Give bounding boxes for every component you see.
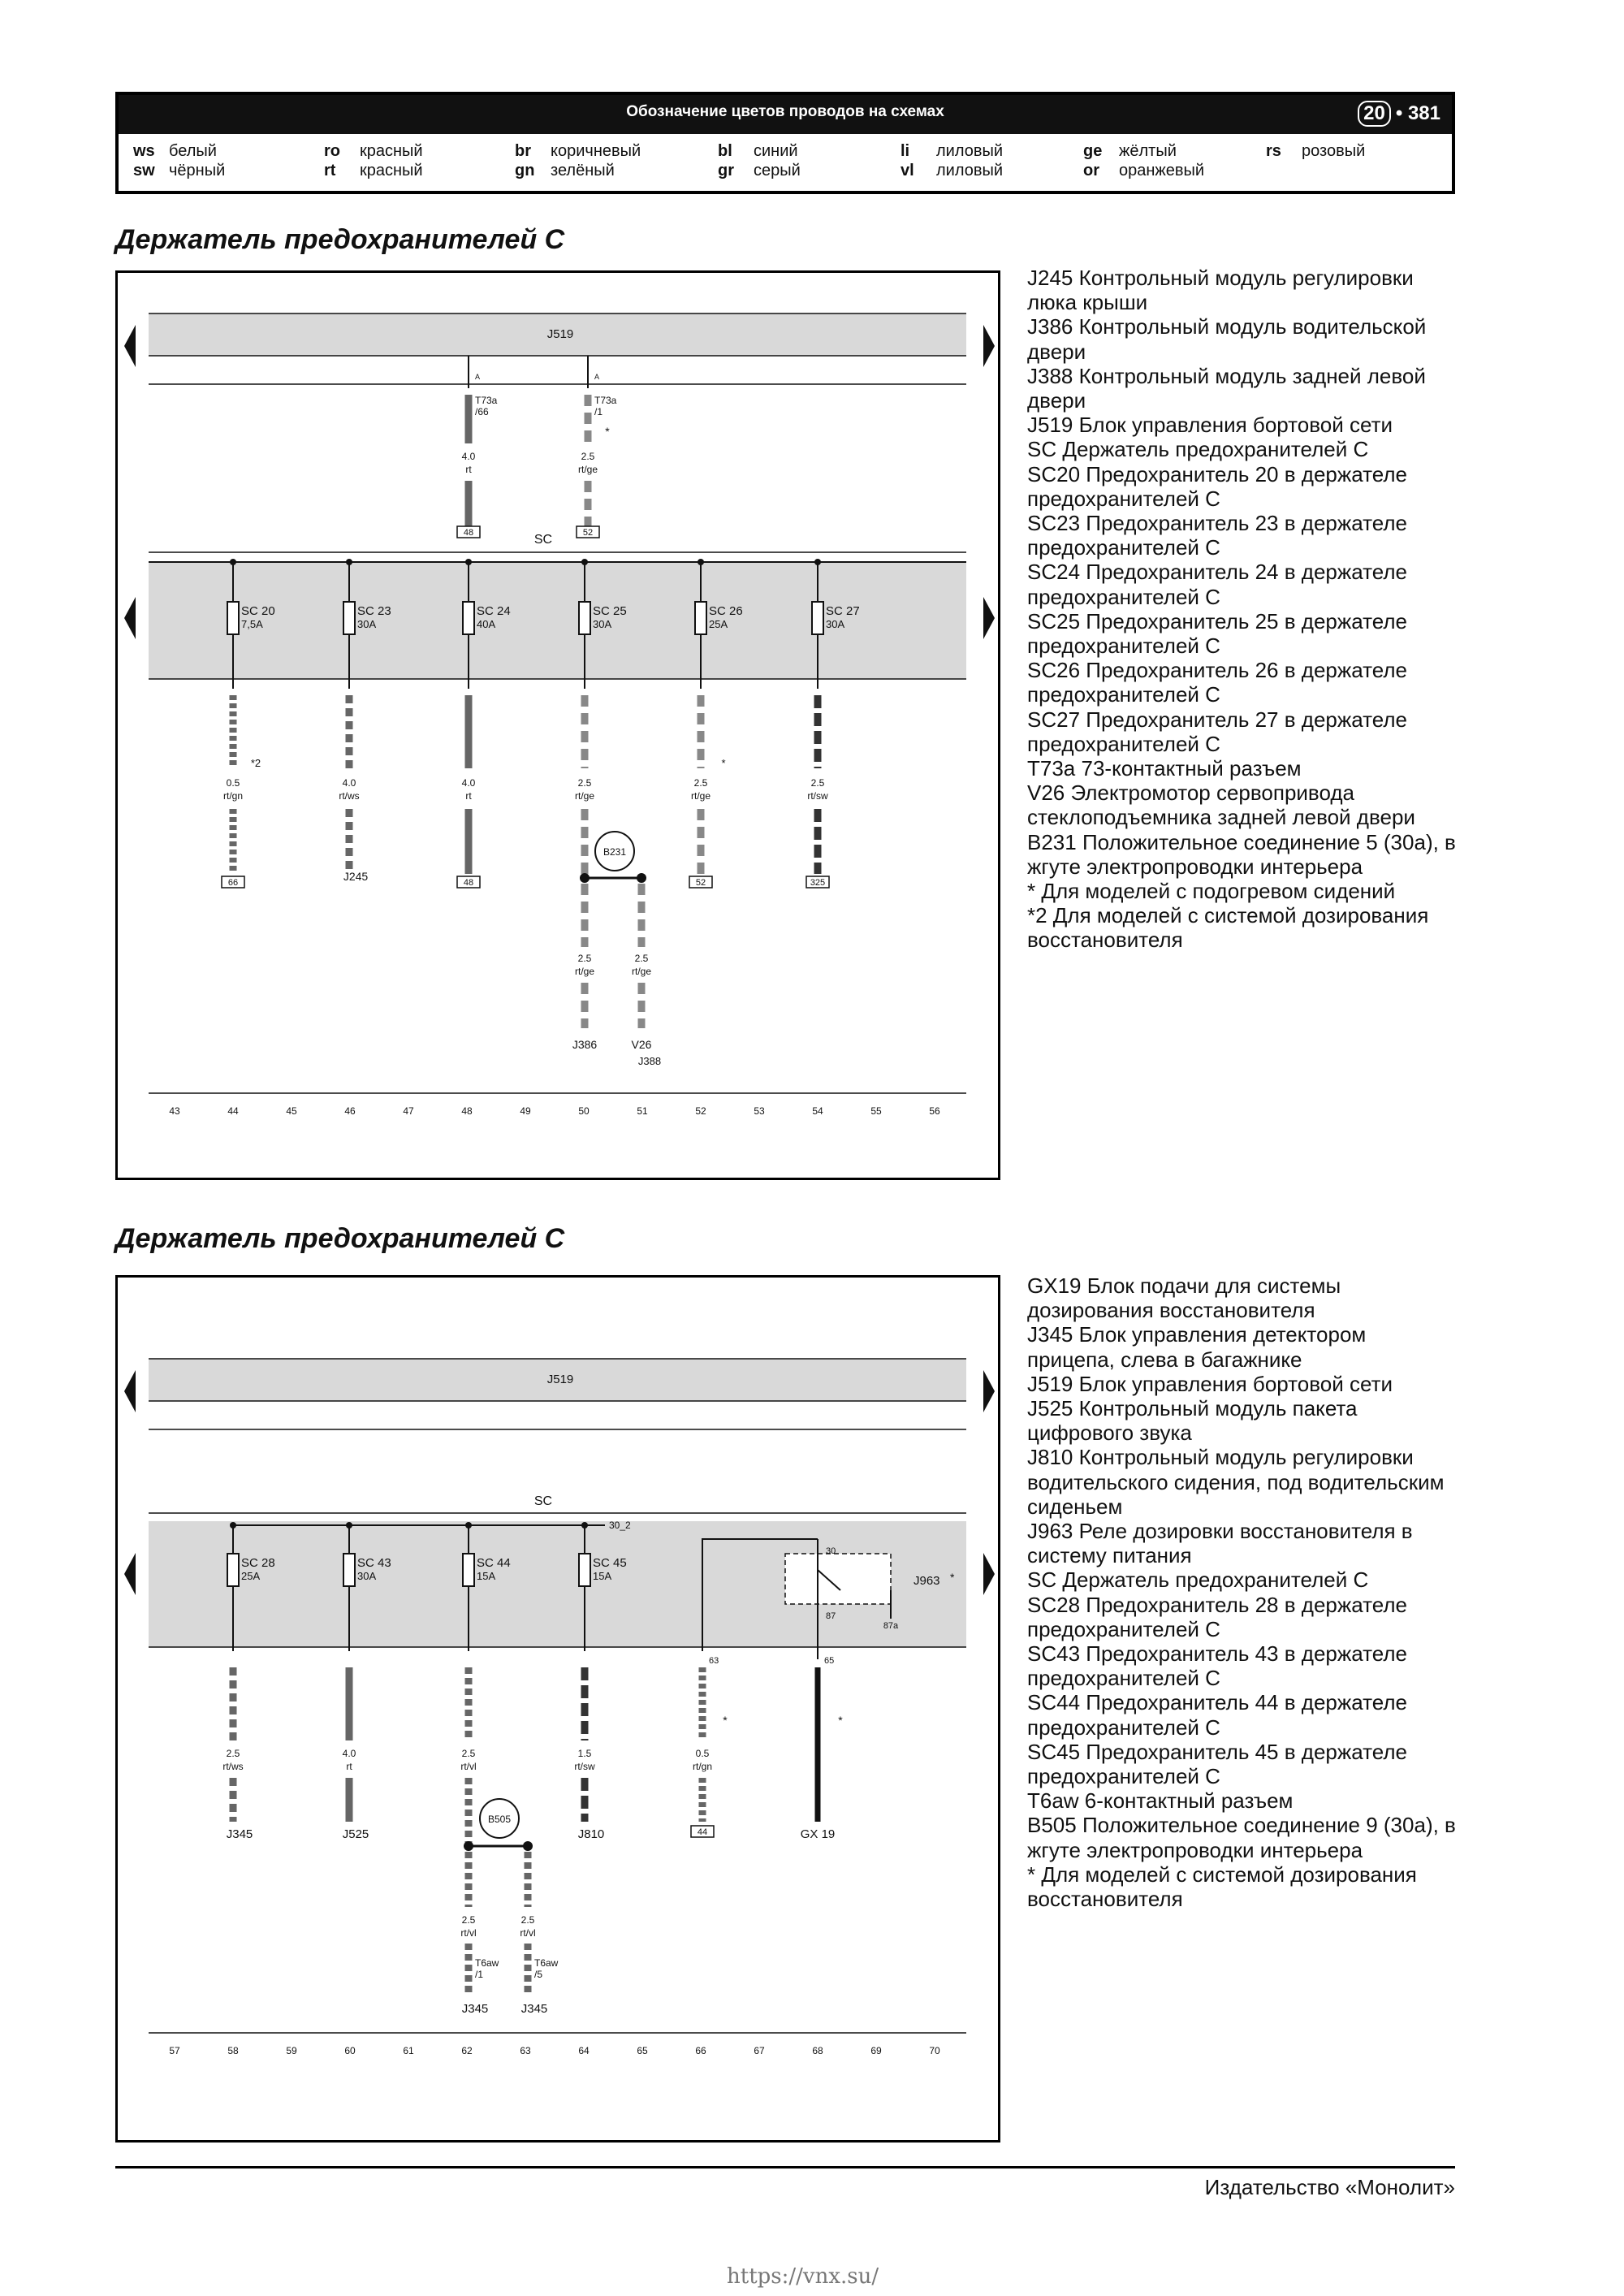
branch-connector-pin: /5 (534, 1969, 543, 1980)
fuse-sc27-body (812, 602, 823, 634)
legend-entry (515, 162, 615, 180)
wire-note: *2 (250, 757, 261, 769)
splice-b231-label: B231 (603, 846, 627, 858)
wire-color: rt/ge (690, 790, 711, 802)
component-end-label: J525 (342, 1827, 369, 1841)
branch-connector-label: T6aw (475, 1957, 499, 1969)
fuse-sc27-label: SC 27 (826, 604, 860, 618)
fuse-sc25-label: SC 25 (593, 604, 627, 618)
legend-entry (718, 142, 798, 161)
wire-color-legend (115, 92, 1455, 194)
component-end-label: J345 (461, 2002, 489, 2016)
bottom-wire-ref: 44 (697, 1827, 708, 1837)
component-end-label: GX 19 (800, 1827, 836, 1841)
legend-color-name: жёлтый (1119, 142, 1177, 160)
scale-tick-label: 60 (344, 2045, 356, 2056)
pin-label: A (594, 373, 600, 381)
component-end-label: J345 (226, 1827, 253, 1841)
scale-tick-label: 57 (169, 2045, 180, 2056)
diagram-1-canvas (118, 273, 1003, 1183)
wire-size: 4.0 (342, 777, 356, 789)
fuse-sc43-body (343, 1554, 355, 1586)
legend-color-code: bl (718, 142, 732, 160)
component-description: SC Держатель предохранителей C (1027, 437, 1369, 462)
wire-color: rt/gn (692, 1761, 713, 1772)
legend-color-code: ge (1083, 142, 1103, 160)
publisher-label: Издательство «Монолит» (1204, 2175, 1455, 2199)
component-description: J245 Контрольный модуль регулировки люка крыши (1027, 266, 1414, 315)
legend-color-code: vl (901, 162, 914, 179)
component-end-label: J345 (520, 2002, 548, 2016)
wire-color: rt/ws (339, 790, 360, 802)
wire-size: 2.5 (577, 777, 592, 789)
scale-tick-label: 59 (286, 2045, 297, 2056)
component-description: SC Держатель предохранителей C (1027, 1567, 1369, 1593)
component-description: SC20 Предохранитель 20 в держателе предохранителей C (1027, 461, 1407, 511)
component-description: T6aw 6-контактный разъем (1027, 1788, 1294, 1814)
scale-tick-label: 61 (403, 2045, 414, 2056)
fuse-sc43-label: SC 43 (357, 1556, 391, 1570)
component-description: J525 Контрольный модуль пакета цифрового звука (1027, 1396, 1358, 1446)
legend-title: Обозначение цветов проводов на схемах (626, 103, 944, 120)
component-description: * Для моделей с подогревом сидений (1027, 879, 1396, 904)
scale-tick-label: 69 (870, 2045, 882, 2056)
legend-color-code: gn (515, 162, 535, 179)
component-description: J386 Контрольный модуль водительской двери (1027, 314, 1427, 364)
left-continuation-arrow (124, 1370, 136, 1412)
scale-tick-label: 50 (578, 1105, 590, 1117)
legend-entry (133, 162, 225, 180)
left-continuation-arrow (124, 1553, 136, 1595)
relay-pin-87a: 87a (883, 1621, 899, 1631)
scale-tick-label: 48 (461, 1105, 473, 1117)
wire-size: 2.5 (634, 953, 649, 964)
legend-entry (1083, 142, 1177, 161)
wire-size: 2.5 (461, 1914, 476, 1926)
scale-tick-label: 65 (637, 2045, 648, 2056)
wire-size: 2.5 (577, 953, 592, 964)
component-description: GX19 Блок подачи для системы дозирования восстановителя (1027, 1273, 1341, 1323)
legend-color-name: красный (360, 162, 423, 179)
component-description: J963 Реле дозировки восстановителя в систему питания (1027, 1519, 1413, 1568)
sc-label: SC (533, 1494, 553, 1508)
legend-entry (133, 142, 217, 161)
wire-color: rt/ge (574, 966, 595, 977)
fuse-sc24-label: SC 24 (477, 604, 511, 618)
legend-color-name: оранжевый (1119, 162, 1205, 179)
fuse-sc28-body (227, 1554, 239, 1586)
fuse-sc45-body (579, 1554, 590, 1586)
pin-label: A (475, 373, 481, 381)
bottom-wire-ref: 66 (227, 878, 239, 888)
wire-note: * (838, 1714, 843, 1727)
fuse-sc20-rating: 7,5A (241, 618, 263, 630)
wire-note: * (721, 757, 726, 769)
component-description: SC26 Предохранитель 26 в держателе предохранителей C (1027, 658, 1407, 707)
fuse-sc25-body (579, 602, 590, 634)
component-description: T73a 73-контактный разъем (1027, 756, 1302, 781)
j519-label: J519 (546, 1373, 574, 1386)
chapter-number: 20 (1358, 101, 1391, 127)
component-description: J345 Блок управления детектором прицепа, слева в багажнике (1027, 1322, 1367, 1372)
scale-tick-label: 45 (286, 1105, 297, 1117)
fuse-sc45-label: SC 45 (593, 1556, 627, 1570)
component-description: B231 Положительное соединение 5 (30a), в жгуте электропроводки интерьера (1027, 829, 1456, 879)
scale-tick-label: 56 (929, 1105, 940, 1117)
legend-entry (324, 162, 423, 180)
wire-note: * (723, 1714, 728, 1727)
fuse-sc20-body (227, 602, 239, 634)
section-2-descriptions (1027, 1273, 1458, 1911)
right-continuation-arrow (983, 597, 995, 639)
wire-size: 1.5 (577, 1748, 592, 1759)
legend-entry (1266, 142, 1365, 161)
component-description: * Для моделей с системой дозирования восстановителя (1027, 1861, 1417, 1912)
component-description: J519 Блок управления бортовой сети (1027, 413, 1393, 438)
legend-color-name: зелёный (551, 162, 615, 179)
scale-tick-label: 54 (812, 1105, 823, 1117)
legend-color-code: ws (133, 142, 155, 160)
sc-label: SC (533, 533, 553, 547)
legend-color-name: красный (360, 142, 423, 160)
relay-note: * (950, 1571, 955, 1584)
fuse-sc24-body (463, 602, 474, 634)
wire-color: rt/vl (460, 1761, 477, 1772)
component-description: SC45 Предохранитель 45 в держателе предохранителей C (1027, 1739, 1407, 1789)
splice-node (523, 1841, 533, 1851)
legend-color-code: rt (324, 162, 336, 179)
legend-color-code: or (1083, 162, 1099, 179)
legend-entry (901, 162, 1003, 180)
fuse-sc25-rating: 30A (593, 618, 612, 630)
component-end-label: V26 (631, 1038, 652, 1051)
scale-tick-label: 51 (637, 1105, 648, 1117)
wire-size: 0.5 (226, 777, 240, 789)
bus-30-2-label: 30_2 (609, 1520, 631, 1531)
wire-size: 4.0 (461, 777, 476, 789)
relay-j963-label: J963 (914, 1574, 940, 1588)
component-description: SC27 Предохранитель 27 в держателе предохранителей C (1027, 707, 1407, 756)
component-description: J810 Контрольный модуль регулировки водительского сидения, под водительским сиденьем (1027, 1445, 1445, 1519)
legend-color-name: чёрный (169, 162, 226, 179)
source-url[interactable]: https://vnx.su/ (727, 2264, 879, 2289)
top-wire-ref: 48 (463, 528, 474, 538)
fuse-sc43-rating: 30A (357, 1570, 377, 1582)
bottom-wire-ref: 48 (463, 878, 474, 888)
scale-tick-label: 62 (461, 2045, 473, 2056)
wire-size: 2.5 (581, 451, 595, 462)
page-number: 381 (1407, 102, 1440, 124)
fuse-sc28-label: SC 28 (241, 1556, 275, 1570)
component-description: SC43 Предохранитель 43 в держателе предохранителей C (1027, 1641, 1407, 1691)
wire-color: rt/gn (222, 790, 244, 802)
branch-connector-pin: /1 (475, 1969, 484, 1980)
wire-size: 2.5 (520, 1914, 535, 1926)
wire-color: rt/ge (577, 464, 598, 475)
fuse-sc23-label: SC 23 (357, 604, 391, 618)
scale-tick-label: 47 (403, 1105, 414, 1117)
top-connector-pin: /1 (594, 406, 603, 417)
scale-tick-label: 70 (929, 2045, 940, 2056)
component-description: SC28 Предохранитель 28 в держателе предохранителей C (1027, 1592, 1407, 1641)
wire-note: * (605, 425, 610, 438)
left-continuation-arrow (124, 597, 136, 639)
legend-color-code: ro (324, 142, 340, 160)
bottom-wire-ref: 325 (810, 878, 826, 888)
right-continuation-arrow (983, 1553, 995, 1595)
fuse-sc44-rating: 15A (477, 1570, 496, 1582)
wire-size: 0.5 (695, 1748, 710, 1759)
wiring-diagram-1 (115, 270, 1000, 1180)
wire-size: 2.5 (693, 777, 708, 789)
footer-divider (115, 2166, 1455, 2168)
scale-tick-label: 52 (695, 1105, 706, 1117)
wire-color: rt/vl (520, 1927, 536, 1939)
component-description: SC23 Предохранитель 23 в держателе предохранителей C (1027, 511, 1407, 560)
right-continuation-arrow (983, 325, 995, 367)
wire-color: rt (465, 464, 472, 475)
fuse-sc28-rating: 25A (241, 1570, 261, 1582)
j519-label: J519 (546, 327, 574, 341)
component-description: B505 Положительное соединение 9 (30a), в жгуте электропроводки интерьера (1027, 1813, 1456, 1862)
fuse-sc45-rating: 15A (593, 1570, 612, 1582)
legend-entry (901, 142, 1003, 161)
component-end-label: J386 (572, 1038, 598, 1051)
component-end-label: J245 (343, 870, 369, 883)
legend-entry (1083, 162, 1204, 180)
fuse-sc20-label: SC 20 (241, 604, 275, 618)
wire-size: 2.5 (461, 1748, 476, 1759)
scale-tick-label: 68 (812, 2045, 823, 2056)
fuse-sc26-body (695, 602, 706, 634)
legend-color-name: серый (754, 162, 801, 179)
scale-tick-label: 67 (754, 2045, 765, 2056)
pin-label: 65 (824, 1656, 835, 1666)
wire-color: rt/ws (222, 1761, 244, 1772)
wiring-diagram-2 (115, 1275, 1000, 2143)
legend-color-code: br (515, 142, 531, 160)
wire-size: 2.5 (810, 777, 825, 789)
fuse-sc26-rating: 25A (709, 618, 728, 630)
fuse-sc26-label: SC 26 (709, 604, 743, 618)
wire-size: 4.0 (461, 451, 476, 462)
component-description: V26 Электромотор сервопривода стеклоподъемника задней левой двери (1027, 780, 1415, 830)
component-description: SC24 Предохранитель 24 в держателе предохранителей C (1027, 560, 1407, 609)
right-continuation-arrow (983, 1370, 995, 1412)
legend-color-name: белый (169, 142, 217, 160)
legend-entry (324, 142, 423, 161)
page-number-badge: 20 • 381 (1358, 101, 1440, 127)
pin-label: 63 (709, 1656, 719, 1666)
scale-tick-label: 49 (520, 1105, 531, 1117)
wire-color: rt/ge (574, 790, 595, 802)
scale-tick-label: 53 (754, 1105, 765, 1117)
wire-color: rt/vl (460, 1927, 477, 1939)
legend-color-code: gr (718, 162, 734, 179)
top-connector-label: T73a (594, 395, 617, 406)
wire-color: rt/sw (574, 1761, 595, 1772)
section-2-title: Держатель предохранителей C (115, 1223, 565, 1254)
relay-j963-box (785, 1554, 891, 1604)
top-connector-label: T73a (475, 395, 498, 406)
scale-tick-label: 44 (227, 1105, 239, 1117)
legend-entry (718, 162, 801, 180)
diagram-2-canvas (118, 1278, 1003, 2145)
splice-node (637, 873, 646, 883)
top-connector-pin: /66 (475, 406, 489, 417)
relay-pin-87: 87 (826, 1611, 836, 1621)
legend-color-name: коричневый (551, 142, 641, 160)
legend-color-name: розовый (1302, 142, 1366, 160)
legend-entry (515, 142, 641, 161)
section-1-descriptions (1027, 266, 1458, 953)
fuse-sc24-rating: 40A (477, 618, 496, 630)
fuse-sc27-rating: 30A (826, 618, 845, 630)
wire-color: rt (465, 790, 472, 802)
bottom-wire-ref: 52 (695, 878, 706, 888)
component-end-label-2: J388 (637, 1055, 662, 1067)
legend-color-code: li (901, 142, 910, 160)
component-description: *2 Для моделей с системой дозирования восстановителя (1027, 903, 1429, 953)
splice-node (464, 1841, 473, 1851)
legend-color-code: rs (1266, 142, 1281, 160)
top-wire-ref: 52 (582, 528, 594, 538)
component-description: J519 Блок управления бортовой сети (1027, 1371, 1393, 1396)
relay-pin-30: 30 (826, 1546, 836, 1556)
component-description: SC25 Предохранитель 25 в держателе предохранителей C (1027, 608, 1407, 659)
scale-tick-label: 43 (169, 1105, 180, 1117)
scale-tick-label: 58 (227, 2045, 239, 2056)
wire-size: 2.5 (226, 1748, 240, 1759)
splice-b505-label: B505 (487, 1814, 512, 1825)
section-1-title: Держатель предохранителей C (115, 224, 565, 255)
wire-size: 4.0 (342, 1748, 356, 1759)
scale-tick-label: 63 (520, 2045, 531, 2056)
fuse-sc44-label: SC 44 (477, 1556, 511, 1570)
fuse-sc23-rating: 30A (357, 618, 377, 630)
scale-tick-label: 66 (695, 2045, 706, 2056)
fuse-sc44-body (463, 1554, 474, 1586)
legend-header-bar (119, 95, 1452, 134)
component-description: SC44 Предохранитель 44 в держателе предохранителей C (1027, 1690, 1407, 1740)
scale-tick-label: 55 (870, 1105, 882, 1117)
wire-color: rt (346, 1761, 352, 1772)
branch-connector-label: T6aw (534, 1957, 559, 1969)
left-continuation-arrow (124, 325, 136, 367)
scale-tick-label: 64 (578, 2045, 590, 2056)
scale-tick-label: 46 (344, 1105, 356, 1117)
legend-color-name: лиловый (936, 142, 1004, 160)
wire-color: rt/sw (807, 790, 828, 802)
component-end-label: J810 (577, 1827, 605, 1841)
legend-color-name: синий (754, 142, 798, 160)
fuse-sc23-body (343, 602, 355, 634)
legend-color-code: sw (133, 162, 155, 179)
wire-color: rt/ge (631, 966, 652, 977)
component-description: J388 Контрольный модуль задней левой двери (1027, 363, 1426, 413)
splice-node (580, 873, 590, 883)
legend-color-name: лиловый (936, 162, 1004, 179)
